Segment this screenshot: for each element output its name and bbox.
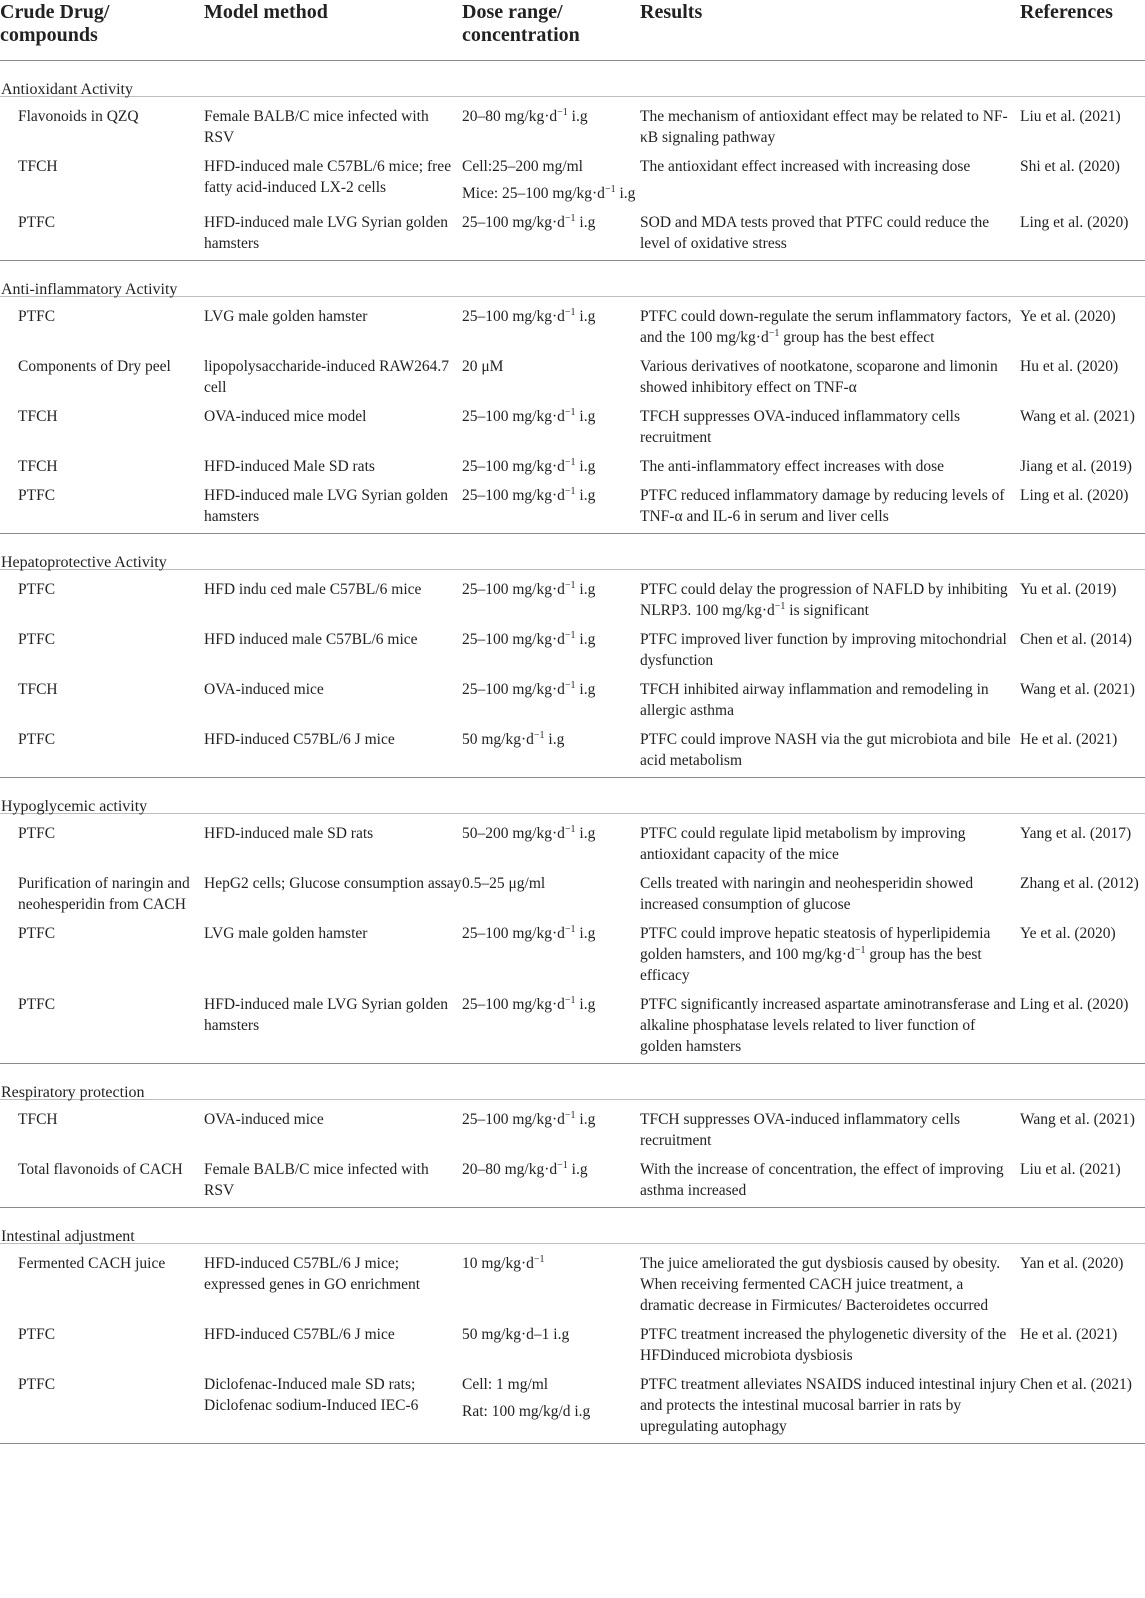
cell-dose xyxy=(462,1374,640,1437)
section-rows xyxy=(0,297,1145,533)
cell-drug: PTFC xyxy=(18,825,56,842)
cell-dose xyxy=(462,406,640,448)
dose-value: Cell: 1 mg/ml xyxy=(462,1376,549,1393)
cell-reference: Yan et al. (2020) xyxy=(1020,1255,1124,1272)
dose-value: 10 $mg/kg\cdot d^{-1}$ xyxy=(462,1254,545,1272)
dose-value: 25–100 $mg/kg\cdot d^{-1}$ i.g xyxy=(462,457,596,475)
table-row xyxy=(0,1368,1145,1439)
cell-reference: Wang et al. (2021) xyxy=(1020,1111,1135,1128)
cell-model: lipopolysaccharide-induced RAW264.7 cell xyxy=(204,358,449,396)
table-section xyxy=(0,1208,1145,1444)
cell-model: HFD-induced male LVG Syrian golden hamsters xyxy=(204,214,448,252)
cell-result: The antioxidant effect increased with increasing dose xyxy=(640,158,971,175)
cell-model: HFD-induced male C57BL/6 mice; free fatty acid-induced LX-2 cells xyxy=(204,158,452,196)
cell-drug: PTFC xyxy=(18,487,56,504)
section-rows xyxy=(0,1100,1145,1207)
section-title: Intestinal adjustment xyxy=(0,1208,1145,1244)
table-section xyxy=(0,1064,1145,1208)
cell-result: PTFC could delay the progression of NAFLD by inhibiting NLRP3. 100 $mg/kg\cdot d^{-1}$ is significant xyxy=(640,581,1008,619)
cell-reference: He et al. (2021) xyxy=(1020,1326,1118,1343)
table-row xyxy=(0,867,1145,917)
table-row xyxy=(0,817,1145,867)
cell-reference: Yang et al. (2017) xyxy=(1020,825,1132,842)
cell-dose xyxy=(462,994,640,1057)
cell-dose xyxy=(462,873,640,915)
cell-dose xyxy=(462,729,640,771)
cell-dose xyxy=(462,156,640,204)
cell-result: The anti-inflammatory effect increases with dose xyxy=(640,458,944,475)
cell-model: LVG male golden hamster xyxy=(204,925,368,942)
cell-reference: Liu et al. (2021) xyxy=(1020,108,1121,125)
dose-value: 25–100 $mg/kg\cdot d^{-1}$ i.g xyxy=(462,580,596,598)
cell-drug: PTFC xyxy=(18,925,56,942)
cell-model: OVA-induced mice xyxy=(204,681,324,698)
cell-result: PTFC could down-regulate the serum inflammatory factors, and the 100 $mg/kg\cdot d^{-1}$ group has the best effect xyxy=(640,308,1012,346)
cell-drug: TFCH xyxy=(18,681,58,698)
section-rows xyxy=(0,97,1145,260)
cell-model: HFD induced male C57BL/6 mice xyxy=(204,631,418,648)
table-row xyxy=(0,988,1145,1059)
dose-value: 25–100 $mg/kg\cdot d^{-1}$ i.g xyxy=(462,630,596,648)
table-section xyxy=(0,778,1145,1064)
cell-reference: Ling et al. (2020) xyxy=(1020,487,1129,504)
table-section xyxy=(0,61,1145,261)
cell-model: HFD-induced male LVG Syrian golden hamsters xyxy=(204,996,448,1034)
cell-dose xyxy=(462,923,640,986)
table-row xyxy=(0,573,1145,623)
cell-dose xyxy=(462,629,640,671)
dose-value: 25–100 $mg/kg\cdot d^{-1}$ i.g xyxy=(462,307,596,325)
cell-result: TFCH suppresses OVA-induced inflammatory cells recruitment xyxy=(640,408,960,446)
cell-drug: PTFC xyxy=(18,581,56,598)
cell-dose xyxy=(462,579,640,621)
cell-result: PTFC treatment increased the phylogenetic diversity of the HFDinduced microbiota dysbiosis xyxy=(640,1326,1007,1364)
dose-value: Cell:25–200 mg/ml xyxy=(462,158,583,175)
table-row xyxy=(0,350,1145,400)
header-results: Results xyxy=(640,1,703,23)
dose-value: 25–100 $mg/kg\cdot d^{-1}$ i.g xyxy=(462,924,596,942)
cell-result: PTFC improved liver function by improving mitochondrial dysfunction xyxy=(640,631,1007,669)
table-row xyxy=(0,479,1145,529)
section-rows xyxy=(0,570,1145,777)
dose-value: Mice: 25–100 $mg/kg\cdot d^{-1}$ i.g xyxy=(462,184,636,202)
dose-value: 25–100 $mg/kg\cdot d^{-1}$ i.g xyxy=(462,680,596,698)
cell-model: OVA-induced mice model xyxy=(204,408,367,425)
cell-dose xyxy=(462,456,640,477)
cell-drug: TFCH xyxy=(18,408,58,425)
table-row xyxy=(0,917,1145,988)
cell-drug: PTFC xyxy=(18,631,56,648)
cell-reference: He et al. (2021) xyxy=(1020,731,1118,748)
cell-model: HFD-induced C57BL/6 J mice; expressed genes in GO enrichment xyxy=(204,1255,421,1293)
header-model: Model method xyxy=(204,1,328,23)
cell-result: PTFC could improve hepatic steatosis of hyperlipidemia golden hamsters, and 100 $mg/kg\cdot d^{-1}$ group has the best efficacy xyxy=(640,925,991,984)
cell-model: Female BALB/C mice infected with RSV xyxy=(204,1161,429,1199)
cell-dose xyxy=(462,212,640,254)
cell-drug: PTFC xyxy=(18,1326,56,1343)
section-title: Antioxidant Activity xyxy=(0,61,1145,97)
cell-dose xyxy=(462,1253,640,1316)
cell-result: Cells treated with naringin and neohesperidin showed increased consumption of glucose xyxy=(640,875,974,913)
cell-reference: Ye et al. (2020) xyxy=(1020,308,1116,325)
section-rows xyxy=(0,1244,1145,1443)
header-references: References xyxy=(1020,1,1113,23)
dose-value: 20–80 $mg/kg\cdot d^{-1}$ i.g xyxy=(462,107,588,125)
cell-reference: Chen et al. (2021) xyxy=(1020,1376,1132,1393)
cell-drug: PTFC xyxy=(18,1376,56,1393)
table-row xyxy=(0,1318,1145,1368)
cell-result: The mechanism of antioxidant effect may be related to NF-κB signaling pathway xyxy=(640,108,1008,146)
cell-dose xyxy=(462,1109,640,1151)
cell-reference: Jiang et al. (2019) xyxy=(1020,458,1132,475)
table-row xyxy=(0,723,1145,773)
table-row xyxy=(0,206,1145,256)
cell-reference: Ye et al. (2020) xyxy=(1020,925,1116,942)
table-row xyxy=(0,400,1145,450)
cell-dose xyxy=(462,1159,640,1201)
cell-model: HFD-induced C57BL/6 J mice xyxy=(204,1326,395,1343)
cell-drug: PTFC xyxy=(18,731,56,748)
cell-model: OVA-induced mice xyxy=(204,1111,324,1128)
cell-result: PTFC significantly increased aspartate aminotransferase and alkaline phosphatase levels related to liver function of golden hamsters xyxy=(640,996,1016,1055)
dose-value: 20–80 $mg/kg\cdot d^{-1}$ i.g xyxy=(462,1160,588,1178)
cell-result: The juice ameliorated the gut dysbiosis caused by obesity. When receiving fermented CACH juice treatment, a dramatic decrease in Firmicutes/ Bacteroidetes occurred xyxy=(640,1255,1001,1314)
cell-reference: Ling et al. (2020) xyxy=(1020,996,1129,1013)
cell-result: SOD and MDA tests proved that PTFC could reduce the level of oxidative stress xyxy=(640,214,990,252)
cell-reference: Chen et al. (2014) xyxy=(1020,631,1132,648)
cell-drug: PTFC xyxy=(18,996,56,1013)
table-row xyxy=(0,300,1145,350)
cell-reference: Wang et al. (2021) xyxy=(1020,681,1135,698)
cell-model: LVG male golden hamster xyxy=(204,308,368,325)
cell-drug: PTFC xyxy=(18,214,56,231)
cell-drug: Components of Dry peel xyxy=(18,358,171,375)
table-section xyxy=(0,534,1145,778)
cell-result: PTFC could improve NASH via the gut microbiota and bile acid metabolism xyxy=(640,731,1011,769)
cell-reference: Zhang et al. (2012) xyxy=(1020,875,1139,892)
dose-value: Rat: 100 mg/kg/d i.g xyxy=(462,1403,591,1420)
cell-drug: Flavonoids in QZQ xyxy=(18,108,139,125)
section-title: Hepatoprotective Activity xyxy=(0,534,1145,570)
cell-reference: Shi et al. (2020) xyxy=(1020,158,1120,175)
dose-value: 25–100 $mg/kg\cdot d^{-1}$ i.g xyxy=(462,407,596,425)
dose-value: 50–200 $mg/kg\cdot d^{-1}$ i.g xyxy=(462,824,596,842)
table-row xyxy=(0,100,1145,150)
cell-model: HFD-induced male SD rats xyxy=(204,825,374,842)
cell-dose xyxy=(462,485,640,527)
cell-dose xyxy=(462,306,640,348)
cell-drug: Purification of naringin and neohesperidin from CACH xyxy=(18,875,190,913)
cell-dose xyxy=(462,823,640,865)
header-dose: Dose range/ concentration xyxy=(462,1,580,46)
cell-drug: TFCH xyxy=(18,158,58,175)
table-row xyxy=(0,1153,1145,1203)
dose-value: 0.5–25 μg/ml xyxy=(462,875,546,892)
cell-reference: Liu et al. (2021) xyxy=(1020,1161,1121,1178)
dose-value: 50 $mg/kg\cdot d^{-1}$ i.g xyxy=(462,730,565,748)
cell-result: PTFC could regulate lipid metabolism by improving antioxidant capacity of the mice xyxy=(640,825,966,863)
dose-value: 50 mg/kg·d–1 i.g xyxy=(462,1326,570,1343)
cell-drug: Total flavonoids of CACH xyxy=(18,1161,183,1178)
cell-dose xyxy=(462,356,640,398)
cell-result: TFCH inhibited airway inflammation and remodeling in allergic asthma xyxy=(640,681,989,719)
dose-value: 20 μM xyxy=(462,358,504,375)
dose-value: 25–100 $mg/kg\cdot d^{-1}$ i.g xyxy=(462,486,596,504)
table-row xyxy=(0,450,1145,479)
cell-result: PTFC treatment alleviates NSAIDS induced intestinal injury and protects the intestinal mucosal barrier in rats by upregulating autophagy xyxy=(640,1376,1017,1435)
cell-result: With the increase of concentration, the effect of improving asthma increased xyxy=(640,1161,1004,1199)
header-drug: Crude Drug/ compounds xyxy=(0,1,110,46)
cell-dose xyxy=(462,679,640,721)
cell-model: HFD-induced male LVG Syrian golden hamsters xyxy=(204,487,448,525)
table-body xyxy=(0,61,1145,1444)
cell-model: HFD indu ced male C57BL/6 mice xyxy=(204,581,422,598)
cell-drug: Fermented CACH juice xyxy=(18,1255,166,1272)
cell-drug: PTFC xyxy=(18,308,56,325)
cell-model: HFD-induced C57BL/6 J mice xyxy=(204,731,395,748)
section-rows xyxy=(0,814,1145,1063)
table-row xyxy=(0,673,1145,723)
table-section xyxy=(0,261,1145,534)
cell-reference: Hu et al. (2020) xyxy=(1020,358,1119,375)
cell-model: Female BALB/C mice infected with RSV xyxy=(204,108,429,146)
table-row xyxy=(0,623,1145,673)
dose-value: 25–100 $mg/kg\cdot d^{-1}$ i.g xyxy=(462,213,596,231)
cell-reference: Wang et al. (2021) xyxy=(1020,408,1135,425)
cell-dose xyxy=(462,106,640,148)
table-row xyxy=(0,150,1145,206)
cell-reference: Yu et al. (2019) xyxy=(1020,581,1117,598)
section-title: Anti-inflammatory Activity xyxy=(0,261,1145,297)
dose-value: 25–100 $mg/kg\cdot d^{-1}$ i.g xyxy=(462,995,596,1013)
cell-model: HFD-induced Male SD rats xyxy=(204,458,375,475)
cell-model: HepG2 cells; Glucose consumption assay xyxy=(204,875,462,892)
dose-value: 25–100 $mg/kg\cdot d^{-1}$ i.g xyxy=(462,1110,596,1128)
section-title: Respiratory protection xyxy=(0,1064,1145,1100)
cell-result: PTFC reduced inflammatory damage by reducing levels of TNF-α and IL-6 in serum and liver cells xyxy=(640,487,1005,525)
cell-dose xyxy=(462,1324,640,1366)
table-row xyxy=(0,1247,1145,1318)
cell-result: Various derivatives of nootkatone, scoparone and limonin showed inhibitory effect on TNF-α xyxy=(640,358,998,396)
table-header xyxy=(0,0,1145,61)
cell-drug: TFCH xyxy=(18,1111,58,1128)
cell-result: TFCH suppresses OVA-induced inflammatory cells recruitment xyxy=(640,1111,960,1149)
cell-reference: Ling et al. (2020) xyxy=(1020,214,1129,231)
cell-model: Diclofenac-Induced male SD rats; Diclofenac sodium-Induced IEC-6 xyxy=(204,1376,419,1414)
cell-drug: TFCH xyxy=(18,458,58,475)
section-title: Hypoglycemic activity xyxy=(0,778,1145,814)
table-row xyxy=(0,1103,1145,1153)
